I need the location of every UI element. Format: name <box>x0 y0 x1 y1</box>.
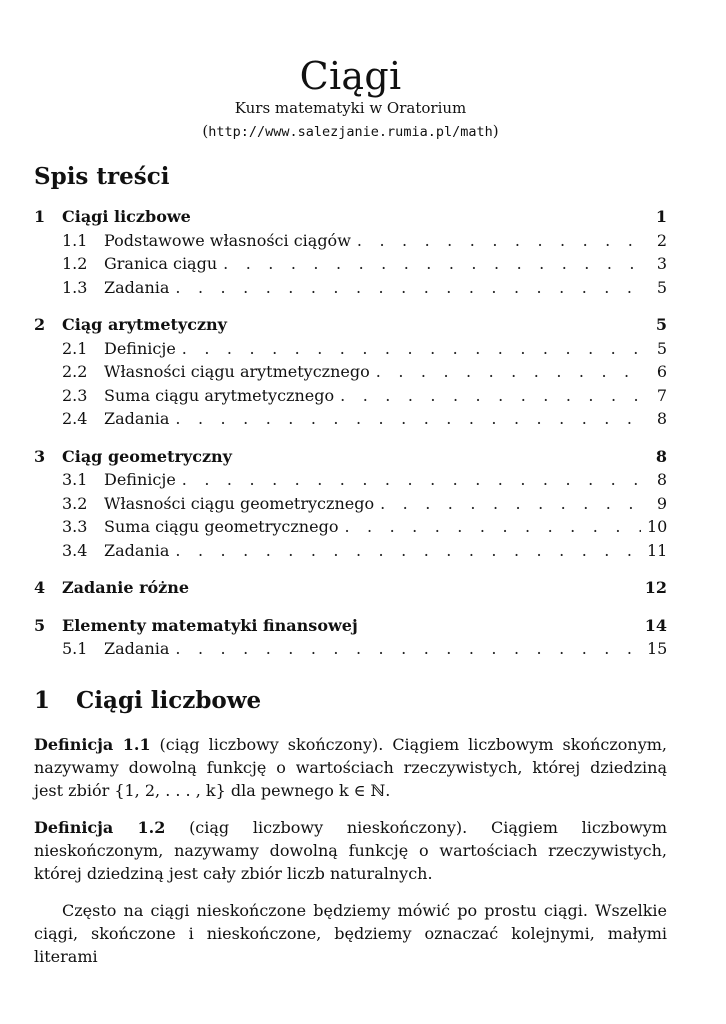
toc-title: Podstawowe własności ciągów <box>104 230 351 250</box>
title-block <box>34 0 667 143</box>
url-close-paren: ) <box>492 122 499 140</box>
toc-leader-dots <box>344 515 641 539</box>
toc-leader-dots <box>376 360 641 384</box>
toc-entry-subsection[interactable] <box>34 229 667 253</box>
toc-entry-subsection[interactable] <box>34 337 667 361</box>
toc-entry-subsection[interactable] <box>34 492 667 516</box>
toc-entry-section[interactable] <box>34 313 667 337</box>
toc-page-number: 2 <box>656 230 667 250</box>
toc-entry-subsection[interactable] <box>34 252 667 276</box>
document-title: Ciągi <box>299 54 402 98</box>
url-open-paren: ( <box>202 122 209 140</box>
toc-title: Zadania <box>104 409 170 428</box>
toc-entry-subsection[interactable] <box>34 407 667 431</box>
toc-entry-subsection[interactable] <box>34 276 667 300</box>
toc-number: 2.2 <box>62 362 88 381</box>
definition-name: (ciąg liczbowy skończony). <box>159 734 384 754</box>
toc-number: 1.2 <box>62 254 88 273</box>
toc-page-number: 6 <box>656 362 667 381</box>
toc-title: Suma ciągu arytmetycznego <box>104 385 335 405</box>
toc-number: 4 <box>34 578 46 597</box>
document-subtitle: Kurs matematyki w Oratorium <box>234 99 467 117</box>
definition-1-2 <box>34 816 667 885</box>
toc-title: Definicje <box>104 470 176 489</box>
toc-entry-subsection[interactable] <box>34 539 667 563</box>
toc-number: 3.2 <box>62 493 88 513</box>
toc-leader-dots <box>175 276 641 300</box>
toc-number: 2.3 <box>62 385 88 405</box>
toc-number: 2.1 <box>62 338 88 358</box>
toc-entry-subsection[interactable] <box>34 515 667 539</box>
toc-page-number: 11 <box>647 540 668 560</box>
section-title: Ciągi liczbowe <box>76 686 262 714</box>
toc-entry-subsection[interactable] <box>34 360 667 384</box>
toc-title: Własności ciągu arytmetycznego <box>104 362 370 381</box>
document-url-line <box>34 120 667 143</box>
toc-page-number: 14 <box>644 615 667 635</box>
toc-section <box>34 576 667 600</box>
toc-title: Ciągi liczbowe <box>62 207 191 226</box>
toc-leader-dots <box>380 492 641 516</box>
toc-leader-dots <box>340 384 641 408</box>
toc-entry-section[interactable] <box>34 576 667 600</box>
toc-page-number: 5 <box>656 277 667 297</box>
toc-entry-section[interactable] <box>34 205 667 229</box>
definition-label: Definicja 1.1 <box>34 734 151 754</box>
toc-title: Definicje <box>104 338 176 358</box>
toc-leader-dots <box>175 407 641 431</box>
body-paragraph: Często na ciągi nieskończone będziemy mówić po prostu ciągi. Wszelkie ciągi, skończone i nieskończone, będziemy oznaczać kolejnymi, małymi literami <box>34 900 667 966</box>
definition-text: Ciągiem liczbowym skończonym, nazywamy dowolną funkcję o wartościach rzeczywistych, której dziedziną jest zbiór {1, 2, . . . , k} dla pewnego k ∈ ℕ. <box>34 734 668 800</box>
toc-page-number: 12 <box>644 578 667 597</box>
toc-leader-dots <box>182 337 641 361</box>
toc-entry-subsection[interactable] <box>34 637 667 661</box>
toc-number: 2 <box>34 315 46 334</box>
toc-number: 2.4 <box>62 409 88 428</box>
definition-label: Definicja 1.2 <box>34 817 166 837</box>
toc-title: Zadania <box>104 540 170 560</box>
toc-leader-dots <box>175 637 641 661</box>
toc-page-number: 10 <box>647 517 668 536</box>
toc-section <box>34 205 667 299</box>
toc-page-number: 5 <box>656 338 667 358</box>
toc-title: Własności ciągu geometrycznego <box>104 493 375 513</box>
table-of-contents <box>34 205 667 661</box>
toc-page-number: 5 <box>655 315 667 334</box>
toc-number: 5.1 <box>62 639 88 658</box>
toc-page-number: 9 <box>656 493 667 513</box>
toc-page-number: 3 <box>656 254 667 273</box>
toc-section <box>34 313 667 431</box>
toc-page-number: 8 <box>655 446 667 466</box>
section-heading <box>34 687 667 715</box>
toc-number: 1.3 <box>62 277 88 297</box>
toc-title: Zadania <box>104 277 170 297</box>
toc-entry-section[interactable] <box>34 445 667 469</box>
toc-entry-section[interactable] <box>34 614 667 638</box>
toc-number: 3 <box>34 446 46 466</box>
document-page <box>34 0 667 1024</box>
document-url: http://www.salezjanie.rumia.pl/math <box>208 124 493 140</box>
toc-number: 5 <box>34 615 46 635</box>
toc-title: Ciąg geometryczny <box>62 446 232 466</box>
toc-page-number: 15 <box>647 639 668 658</box>
toc-title: Elementy matematyki finansowej <box>62 615 358 635</box>
toc-page-number: 8 <box>656 409 667 428</box>
toc-entry-subsection[interactable] <box>34 468 667 492</box>
toc-number: 3.1 <box>62 470 88 489</box>
toc-leader-dots <box>175 539 641 563</box>
toc-section <box>34 445 667 563</box>
definition-name: (ciąg liczbowy nieskończony). <box>189 817 468 837</box>
section-number: 1 <box>34 686 51 714</box>
toc-page-number: 7 <box>656 385 667 405</box>
toc-heading: Spis treści <box>34 163 170 190</box>
toc-leader-dots <box>182 468 641 492</box>
toc-entry-subsection[interactable] <box>34 384 667 408</box>
toc-number: 1 <box>34 207 46 226</box>
toc-number: 1.1 <box>62 230 88 250</box>
toc-page-number: 8 <box>656 470 667 489</box>
toc-title: Zadania <box>104 639 170 658</box>
toc-title: Granica ciągu <box>104 254 218 273</box>
toc-title: Zadanie różne <box>62 578 190 597</box>
toc-number: 3.3 <box>62 517 88 536</box>
toc-leader-dots <box>357 229 641 253</box>
toc-page-number: 1 <box>655 207 667 226</box>
toc-title: Ciąg arytmetyczny <box>62 315 227 334</box>
toc-leader-dots <box>223 252 641 276</box>
toc-section <box>34 614 667 661</box>
definition-1-1 <box>34 733 667 802</box>
toc-number: 3.4 <box>62 540 88 560</box>
definition-text: Ciągiem liczbowym nieskończonym, nazywamy dowolną funkcję o wartościach rzeczywistych, której dziedziną jest cały zbiór liczb naturalnych. <box>34 817 668 883</box>
toc-title: Suma ciągu geometrycznego <box>104 517 339 536</box>
